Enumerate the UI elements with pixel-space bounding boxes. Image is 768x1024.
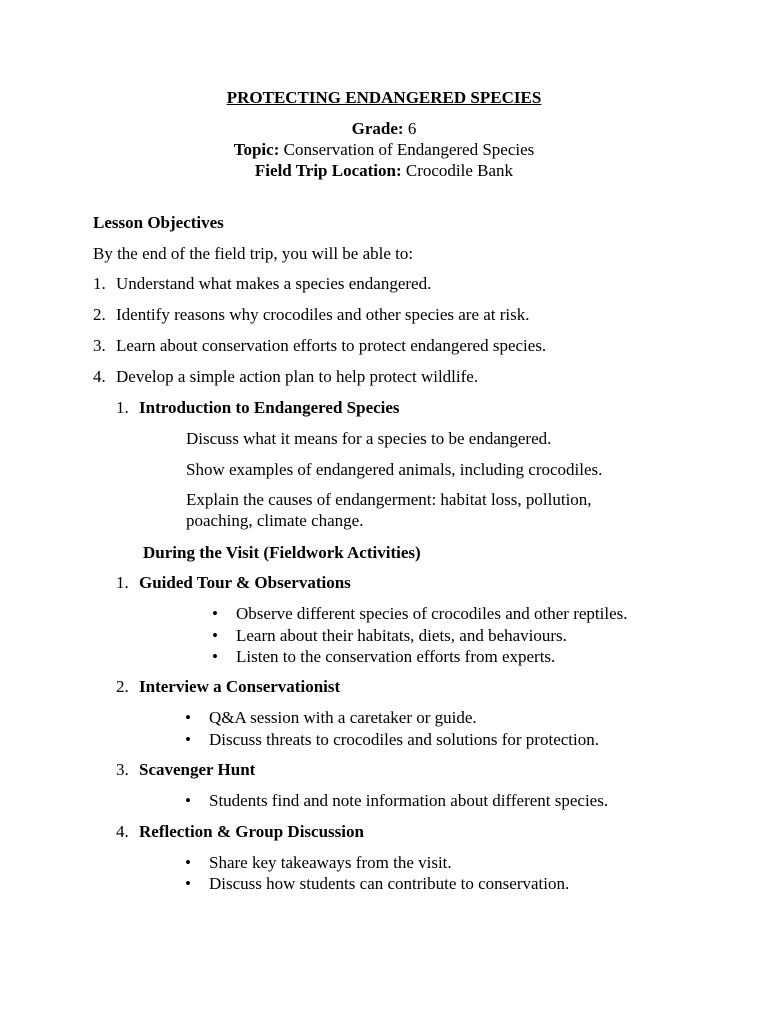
activity-number: 1. bbox=[116, 573, 129, 592]
topic-value: Conservation of Endangered Species bbox=[283, 140, 535, 159]
bullet-icon: • bbox=[185, 874, 191, 893]
activity-bullet: Discuss how students can contribute to conservation. bbox=[209, 874, 570, 893]
objective-item bbox=[93, 367, 106, 387]
intro-point: poaching, climate change. bbox=[186, 511, 364, 530]
intro-point: Explain the causes of endangerment: habitat loss, pollution, bbox=[186, 490, 592, 509]
intro-point: Show examples of endangered animals, including crocodiles. bbox=[186, 460, 603, 479]
bullet-icon: • bbox=[212, 626, 218, 645]
intro-heading: Introduction to Endangered Species bbox=[139, 398, 400, 417]
objective-number: 4. bbox=[93, 367, 106, 386]
objective-item bbox=[93, 274, 106, 294]
activity-bullet: Share key takeaways from the visit. bbox=[209, 853, 452, 872]
activity-heading: Reflection & Group Discussion bbox=[139, 822, 364, 841]
activity-bullet: Students find and note information about different species. bbox=[209, 791, 609, 810]
grade-line bbox=[0, 119, 768, 139]
objectives-heading: Lesson Objectives bbox=[93, 213, 224, 232]
objective-text: Learn about conservation efforts to protect endangered species. bbox=[116, 336, 547, 355]
visit-heading: During the Visit (Fieldwork Activities) bbox=[143, 543, 421, 562]
bullet-icon: • bbox=[185, 708, 191, 727]
objective-text: Identify reasons why crocodiles and other species are at risk. bbox=[116, 305, 530, 324]
objective-number: 2. bbox=[93, 305, 106, 324]
activity-bullet: Learn about their habitats, diets, and behaviours. bbox=[236, 626, 567, 645]
grade-value: 6 bbox=[407, 119, 417, 138]
activity-number: 3. bbox=[116, 760, 129, 779]
bullet-icon: • bbox=[185, 730, 191, 749]
objective-text: Understand what makes a species endangered. bbox=[116, 274, 432, 293]
activity-heading: Scavenger Hunt bbox=[139, 760, 256, 779]
objective-item bbox=[93, 305, 106, 325]
document-title: PROTECTING ENDANGERED SPECIES bbox=[226, 88, 542, 107]
topic-label: Topic: bbox=[233, 140, 280, 159]
location-line bbox=[0, 161, 768, 181]
intro-number: 1. bbox=[116, 398, 129, 417]
objective-item bbox=[93, 336, 106, 356]
topic-line bbox=[0, 140, 768, 160]
grade-label: Grade: bbox=[351, 119, 404, 138]
activity-heading: Interview a Conservationist bbox=[139, 677, 341, 696]
objective-number: 1. bbox=[93, 274, 106, 293]
bullet-icon: • bbox=[185, 853, 191, 872]
objectives-intro: By the end of the field trip, you will be able to: bbox=[93, 244, 414, 263]
location-label: Field Trip Location: bbox=[254, 161, 402, 180]
activity-bullet: Discuss threats to crocodiles and solutions for protection. bbox=[209, 730, 599, 749]
objective-number: 3. bbox=[93, 336, 106, 355]
intro-point: Discuss what it means for a species to be endangered. bbox=[186, 429, 552, 448]
location-value: Crocodile Bank bbox=[405, 161, 514, 180]
activity-number: 4. bbox=[116, 822, 129, 841]
activity-bullet: Q&A session with a caretaker or guide. bbox=[209, 708, 477, 727]
activity-bullet: Observe different species of crocodiles and other reptiles. bbox=[236, 604, 628, 623]
objective-text: Develop a simple action plan to help protect wildlife. bbox=[116, 367, 479, 386]
bullet-icon: • bbox=[212, 604, 218, 623]
bullet-icon: • bbox=[185, 791, 191, 810]
activity-bullet: Listen to the conservation efforts from experts. bbox=[236, 647, 556, 666]
activity-heading: Guided Tour & Observations bbox=[139, 573, 351, 592]
activity-number: 2. bbox=[116, 677, 129, 696]
bullet-icon: • bbox=[212, 647, 218, 666]
